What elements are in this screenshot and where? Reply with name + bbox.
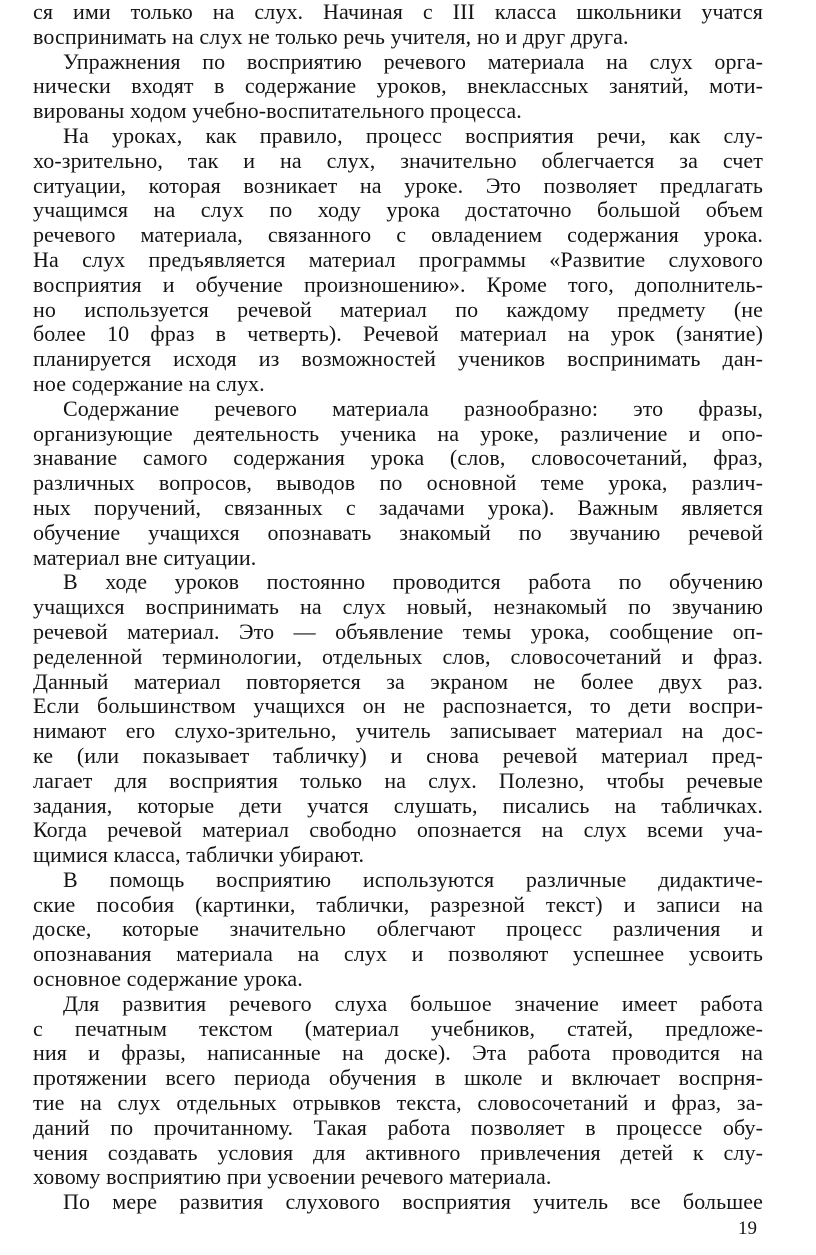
document-page	[33, 0, 763, 1215]
text-line: ские пособия (картинки, таблички, разрезной текст) и записи на	[33, 891, 763, 917]
paragraph	[33, 397, 763, 571]
text-line: ное содержание на слух.	[33, 370, 265, 396]
paragraph	[33, 868, 763, 992]
text-line: нически входят в содержание уроков, внеклассных занятий, моти-	[33, 73, 763, 99]
text-line: задания, которые дети учатся слушать, писались на табличках.	[33, 792, 763, 818]
paragraph	[33, 1190, 763, 1215]
text-line: восприятия и обучение произношению». Кроме того, дополнитель-	[33, 271, 763, 297]
text-line: вированы ходом учебно-воспитательного процесса.	[33, 98, 522, 124]
text-line: но используется речевой материал по каждому предмету (не	[33, 296, 763, 322]
text-line: Когда речевой материал свободно опознается на слух всеми уча-	[33, 817, 763, 843]
text-line: организующие деятельность ученика на уроке, различение и опо-	[33, 420, 763, 446]
text-line: ных поручений, связанных с задачами урока). Важным является	[33, 494, 763, 520]
text-line: учащихся воспринимать на слух новый, незнакомый по звучанию	[33, 594, 763, 620]
paragraph	[33, 50, 763, 124]
page-number: 19	[738, 1218, 757, 1239]
text-line: речевой материал. Это — объявление темы урока, сообщение оп-	[33, 618, 763, 644]
text-line: тие на слух отдельных отрывков текста, словосочетаний и фраз, за-	[33, 1090, 763, 1116]
text-line: доске, которые значительно облегчают процесс различения и	[33, 916, 763, 942]
paragraph	[33, 0, 763, 50]
text-line: речевого материала, связанного с овладением содержания урока.	[33, 222, 763, 248]
text-line: ния и фразы, написанные на доске). Эта работа проводится на	[33, 1040, 763, 1066]
text-line: различных вопросов, выводов по основной теме урока, различ-	[33, 470, 763, 496]
text-line: протяжении всего периода обучения в школе и включает воспрня-	[33, 1065, 763, 1091]
text-line: В ходе уроков постоянно проводится работа по обучению	[63, 569, 763, 595]
text-line: опознавания материала на слух и позволяют успешнее усвоить	[33, 941, 763, 967]
text-line: более 10 фраз в четверть). Речевой материал на урок (занятие)	[33, 321, 763, 347]
text-line: ке (или показывает табличку) и снова речевой материал пред-	[33, 742, 763, 768]
text-line: знавание самого содержания урока (слов, словосочетаний, фраз,	[33, 445, 763, 471]
text-line: Упражнения по восприятию речевого материала на слух орга-	[63, 48, 763, 74]
text-line: планируется исходя из возможностей учеников воспринимать дан-	[33, 346, 763, 372]
text-line: ся ими только на слух. Начиная с III класса школьники учатся	[33, 0, 763, 24]
text-line: ситуации, которая возникает на уроке. Это позволяет предлагать	[33, 172, 763, 198]
text-line: основное содержание урока.	[33, 966, 303, 992]
text-line: воспринимать на слух не только речь учителя, но и друг друга.	[33, 23, 629, 49]
text-line: хо-зрительно, так и на слух, значительно облегчается за счет	[33, 147, 763, 173]
paragraph	[33, 570, 763, 868]
paragraph	[33, 992, 763, 1190]
paragraph	[33, 124, 763, 397]
text-line: В помощь восприятию используются различные дидактиче-	[63, 866, 763, 892]
text-line: Если большинством учащихся он не распознается, то дети воспри-	[33, 693, 763, 719]
text-line: материал вне ситуации.	[33, 544, 257, 570]
text-body	[33, 0, 763, 1215]
text-line: На слух предъявляется материал программы «Развитие слухового	[33, 246, 763, 272]
text-line: нимают его слухо-зрительно, учитель записывает материал на дос-	[33, 718, 763, 744]
text-line: с печатным текстом (материал учебников, статей, предложе-	[33, 1015, 763, 1041]
text-line: Содержание речевого материала разнообразно: это фразы,	[63, 395, 763, 421]
text-line: чения создавать условия для активного привлечения детей к слу-	[33, 1139, 763, 1165]
text-line: лагает для восприятия только на слух. Полезно, чтобы речевые	[33, 767, 763, 793]
text-line: учащимся на слух по ходу урока достаточно большой объем	[33, 197, 763, 223]
text-line: даний по прочитанному. Такая работа позволяет в процессе обу-	[33, 1114, 763, 1140]
text-line: ределенной терминологии, отдельных слов, словосочетаний и фраз.	[33, 643, 763, 669]
text-line: щимися класса, таблички убирают.	[33, 842, 365, 868]
text-line: По мере развития слухового восприятия учитель все большее	[63, 1189, 763, 1215]
text-line: Для развития речевого слуха большое значение имеет работа	[63, 990, 763, 1016]
text-line: ховому восприятию при усвоении речевого материала.	[33, 1164, 552, 1190]
text-line: Данный материал повторяется за экраном не более двух раз.	[33, 668, 763, 694]
text-line: обучение учащихся опознавать знакомый по звучанию речевой	[33, 519, 763, 545]
text-line: На уроках, как правило, процесс восприятия речи, как слу-	[63, 122, 763, 148]
